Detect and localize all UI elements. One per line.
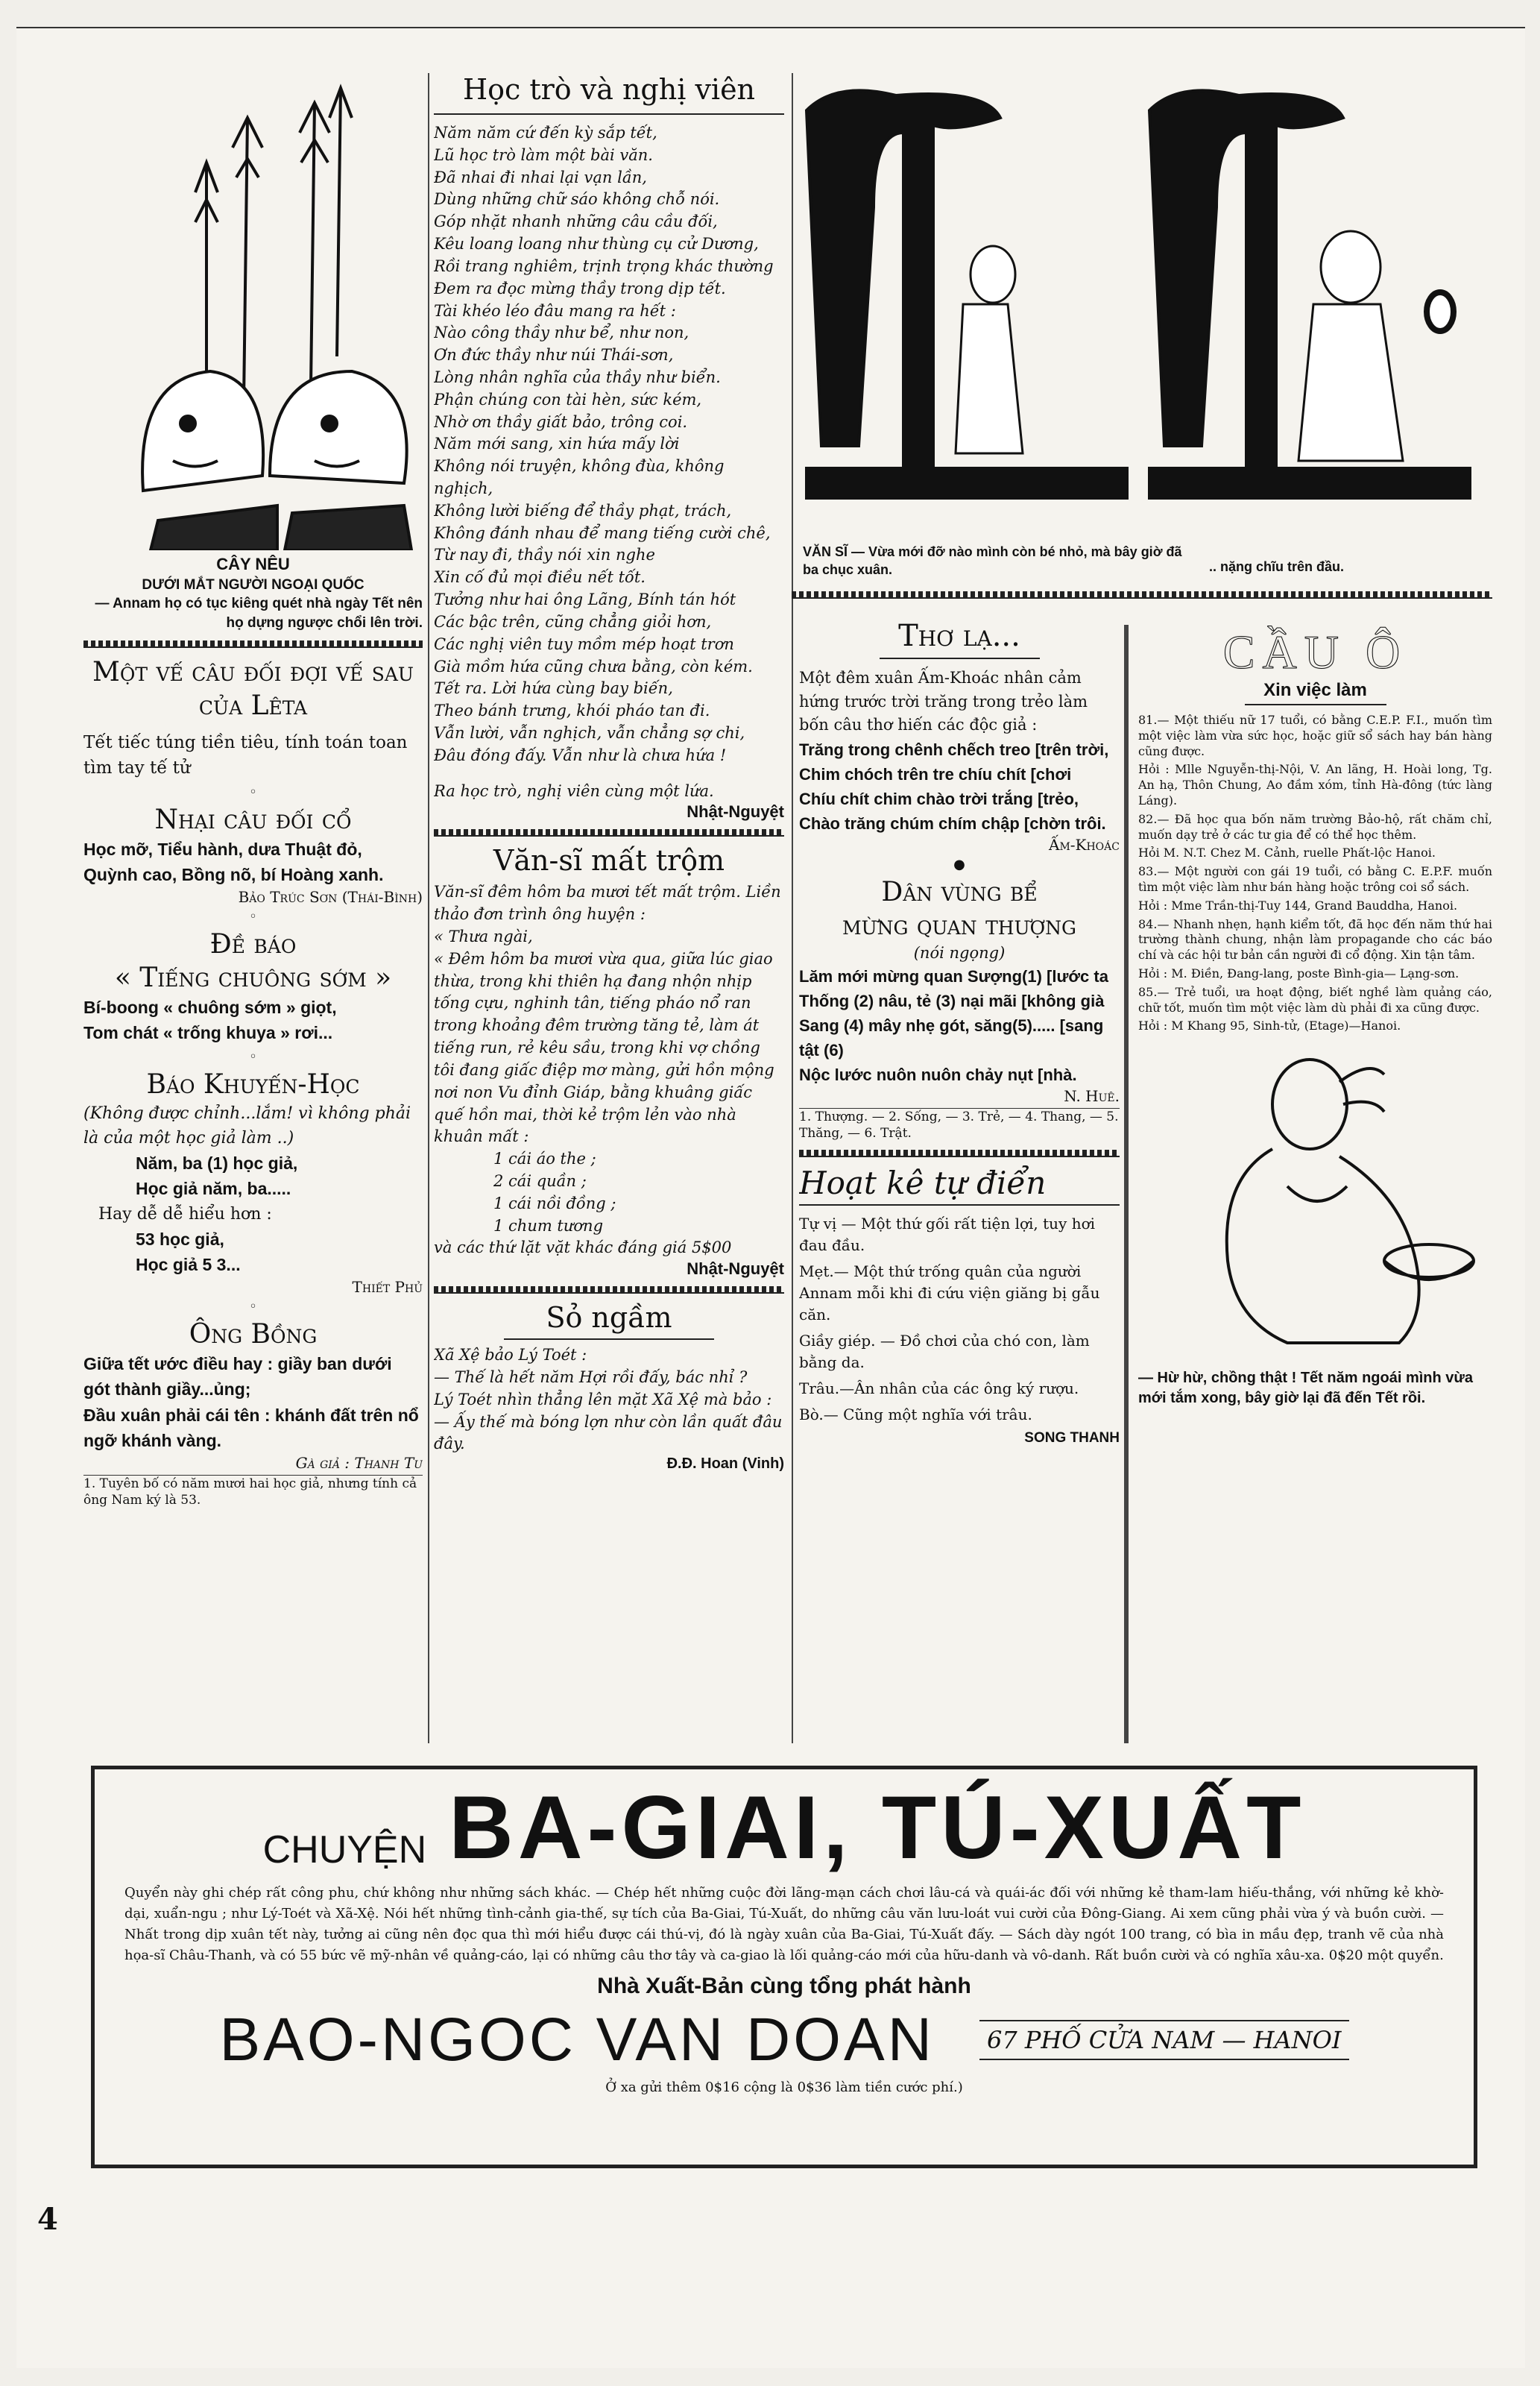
- p2-salute: « Thưa ngài,: [434, 928, 533, 945]
- s5-line-1: Giữa tết ước điều hay : giầy ban dưới gót thành giầy...ủng;: [83, 1353, 392, 1400]
- page-number: 4: [37, 2202, 58, 2237]
- poem-line: Lòng nhân nghĩa của thầy như biển.: [434, 368, 721, 386]
- c2-title-1: Dân vùng bể: [881, 876, 1038, 907]
- job-entry: Hỏi : M. Điền, Đang-lang, poste Bình-gia— Lạng-sơn.: [1138, 966, 1459, 980]
- p3-line-1: Xã Xệ bảo Lý Toét :: [434, 1346, 587, 1364]
- job-entry: 81.— Một thiếu nữ 17 tuổi, có bằng C.E.P. F.I., muốn tìm một việc làm vừa sức học, hoặc giữ sổ sách hay bán hàng cũng được.: [1138, 713, 1492, 758]
- job-entry: 82.— Đã học qua bốn năm trường Bảo-hộ, rất chăm chỉ, muốn dạy trẻ ở các tư gia để có thể học thêm.: [1138, 811, 1492, 842]
- divider: [799, 1150, 1120, 1157]
- poem-line: Tết ra. Lời hứa cùng bay biến,: [434, 679, 673, 698]
- p3-title: Sỏ ngầm: [546, 1301, 672, 1335]
- column-4: [1138, 625, 1492, 1751]
- s5-title: Ông Bồng: [189, 1318, 318, 1350]
- s4-line-2: Học giả năm, ba.....: [136, 1179, 291, 1199]
- c2-signature: N. Huê.: [1064, 1087, 1120, 1106]
- s4-title: Báo Khuyến-Học: [146, 1068, 360, 1100]
- ad-shipping-note: Ở xa gửi thêm 0$16 cộng là 0$36 làm tiền cước phí.): [605, 2079, 963, 2095]
- p1-end: Ra học trò, nghị viên cùng một lứa.: [434, 781, 714, 800]
- divider: [880, 658, 1040, 659]
- column-rule: [792, 73, 793, 1743]
- ad-address: 67 PHỐ CỬA NAM — HANOI: [979, 2020, 1349, 2060]
- poem-line: Nào công thầy như bể, như non,: [434, 324, 689, 342]
- s5-footnote: 1. Tuyên bố có năm mươi hai học giả, nhưng tính cả ông Nam ký là 53.: [83, 1475, 423, 1508]
- poem-line: Tưởng như hai ông Lãng, Bính tán hót: [434, 591, 736, 609]
- poem-line: Đâu đóng đấy. Vẫn như là chưa hứa !: [434, 746, 727, 764]
- s5-signature: Gà giả : Thanh Tư: [295, 1453, 423, 1472]
- p2-signature: Nhật-Nguyệt: [687, 1259, 784, 1279]
- p1-poem: [434, 122, 784, 767]
- c1-title: Thơ lạ...: [898, 619, 1020, 653]
- illus-caption-title: CÂY NÊU: [216, 555, 290, 573]
- s1-title: Một vế câu đối đợi vế sau của Lêta: [92, 656, 414, 721]
- divider: [799, 1204, 1120, 1206]
- ad-title-row: [124, 1778, 1444, 1877]
- poem-line: Ơn đức thầy như núi Thái-sơn,: [434, 346, 674, 365]
- job-entry: Hỏi : M Khang 95, Sinh-tử, (Etage)—Hanoi.: [1138, 1019, 1401, 1033]
- ornament: ◦: [249, 784, 257, 800]
- old-woman-illustration: [1138, 1037, 1492, 1365]
- stolen-item: 1 cái nồi đồng ;: [493, 1194, 616, 1212]
- ad-publisher-row: [124, 2005, 1444, 2075]
- s1-text: Tết tiếc túng tiền tiêu, tính toán toan tìm tay tế tử: [83, 732, 408, 778]
- c3-title: Hoạt kê tự điển: [799, 1164, 1047, 1201]
- ornament: ●: [953, 856, 965, 872]
- poem-line: Dùng những chữ sáo không chỗ nói.: [434, 190, 720, 209]
- poem-line: Năm mới sang, xin hứa mấy lời: [434, 435, 680, 453]
- p3-line-2: — Thế là hết năm Hợi rồi đấy, bác nhỉ ?: [434, 1368, 748, 1386]
- stolen-item: 1 cái áo the ;: [493, 1150, 596, 1168]
- poem-line: Năm năm cứ đến kỳ sắp tết,: [434, 124, 657, 142]
- divider: [83, 640, 423, 648]
- old-woman-caption: — Hừ hừ, chồng thật ! Tết năm ngoái mình vừa mới tắm xong, bây giờ lại đã đến Tết rồi.: [1138, 1370, 1474, 1407]
- ad-description: Quyển này ghi chép rất công phu, chứ không như những sách khác. — Chép hết những cuộc đời lãng-mạn cách chơi lâu-cá và quái-ác đối với những kẻ tham-lam hiếu-thắng, với những kẻ khờ-dại, xuẩn-ngu ; như Lý-Toét và Xã-Xệ. Nói hết những tình-cảnh gia-thế, sự tích của Ba-Giai, Tú-Xuất, do những câu văn lưu-loát vui cười của Đông-Giang. Ai xem cũng phải vừa ý và buồn cười. — Nhất trong dịp xuân tết này, tưởng ai cũng nên đọc qua thì mới hiểu được cái thú-vị, đó là ngày xuân của Ba-Giai, Tú-Xuất đấy. — Sách dày ngót 100 trang, có bìa in mầu đẹp, tranh vẽ của nhà họa-sĩ Châu-Thanh, và có 55 bức vẽ mỹ-nhân về quảng-cáo, lại có những câu thơ tây và ca-giao là lối quảng-cáo mới của hữu-danh và vô-danh. Rất buồn cười và có nghĩa xâu-xa. 0$20 một quyển.: [124, 1885, 1444, 1963]
- newspaper-page: [16, 27, 1525, 2368]
- ad-publisher-line: Nhà Xuất-Bản cùng tổng phát hành: [597, 1973, 971, 1998]
- s2-title: Nhại câu đối cổ: [154, 804, 352, 835]
- poem-line: Thống (2) nâu, tẻ (3) nại mãi [không già: [799, 992, 1105, 1011]
- ad-publisher-name: BAO-NGOC VAN DOAN: [219, 2005, 935, 2074]
- poem-line: Rồi trang nghiêm, trịnh trọng khác thường: [434, 256, 774, 275]
- divider: [504, 1338, 714, 1340]
- p3-signature: Đ.Đ. Hoan (Vinh): [666, 1455, 784, 1473]
- p3-line-4: — Ấy thế mà bóng lợn như còn lần quất đâu đây.: [434, 1412, 783, 1453]
- divider: [434, 829, 784, 837]
- job-entry: Hỏi : Mme Trần-thị-Tuy 144, Grand Bauddha, Hanoi.: [1138, 898, 1458, 913]
- dictionary-entry: Giầy giép. — Đồ chơi của chó con, làm bằng da.: [799, 1331, 1090, 1371]
- stolen-item: 2 cái quần ;: [493, 1171, 587, 1190]
- p2-intro: Văn-sĩ đêm hôm ba mươi tết mất trộm. Liền thảo đơn trình ông huyện :: [434, 883, 781, 924]
- c1-signature: Ấm-Khoác: [1049, 835, 1120, 854]
- illus-caption-sub: DƯỚI MẮT NGƯỜI NGOẠI QUỐC: [142, 576, 365, 593]
- s4-line-1: Năm, ba (1) học giả,: [136, 1153, 298, 1173]
- s2-line-1: Học mỡ, Tiểu hành, dưa Thuật đỏ,: [83, 839, 362, 859]
- ornament: ◦: [249, 1298, 257, 1315]
- cartoon-caption-right: .. nặng chĩu trên đầu.: [1209, 559, 1345, 574]
- poem-line: Sang (4) mây nhẹ gót, săng(5)..... [sang tật (6): [799, 1016, 1104, 1060]
- s4-line-4: 53 học giả,: [136, 1229, 224, 1249]
- divider: [792, 591, 1492, 599]
- poem-line: Các bậc trên, cũng chẳng giỏi hơn,: [434, 612, 712, 631]
- divider: [1245, 704, 1386, 705]
- poem-line: Chíu chít chim chào trời trắng [trẻo,: [799, 789, 1079, 808]
- job-entry: Hỏi M. N.T. Chez M. Cảnh, ruelle Phất-lộc Hanoi.: [1138, 846, 1436, 860]
- poem-line: Đem ra đọc mừng thầy trong dịp tết.: [434, 279, 726, 298]
- c1-poem: [799, 737, 1120, 836]
- divider: [434, 113, 784, 115]
- c2-title-2: mừng quan thượng: [842, 910, 1076, 941]
- ornament: ◦: [249, 908, 257, 925]
- column-rule: [428, 73, 429, 1743]
- s4-line-5: Học giả 5 3...: [136, 1255, 241, 1275]
- s5-line-2: Đầu xuân phải cái tên : khánh đất trên nổ ngỡ khánh vàng.: [83, 1405, 419, 1451]
- stolen-item: 1 chum tương: [493, 1216, 604, 1235]
- poem-line: Đã nhai đi nhai lại vạn lần,: [434, 168, 647, 186]
- poem-line: Không nói truyện, không đùa, không nghịch,: [434, 457, 725, 497]
- ba-giai-tu-xuat-advertisement: [91, 1766, 1477, 2168]
- poem-line: Góp nhặt nhanh những câu cầu đối,: [434, 213, 718, 231]
- s4-signature: Thiết Phủ: [352, 1277, 423, 1296]
- p2-title: Văn-sĩ mất trộm: [493, 844, 725, 878]
- column-3: [799, 617, 1120, 1751]
- p2-body: « Đêm hôm ba mươi vừa qua, giữa lúc giao thừa, trong khi thiên hạ đang nhộn nhịp tống cựu, nghinh tân, tiếng pháo nổ ran trong khoảng đêm trường tăng tẻ, làm át tiếng run, rẻ kêu sầu, trong khi vợ chồng tôi đang giấc điệp mơ màng, gửi hồn mộng nơi non Vu đỉnh Giáp, bằng khuâng giấc quế hồn mai, thời kẻ trộm lẻn vào nhà khuân mất :: [434, 949, 774, 1146]
- job-entry: 83.— Một người con gái 19 tuổi, có bằng C. E.P.F. muốn tìm một việc làm như bán hàng hoặc trông coi sổ sách.: [1138, 864, 1492, 894]
- p1-title: Học trò và nghị viên: [462, 73, 756, 106]
- poem-line: Nhờ ơn thầy giất bảo, trông coi.: [434, 412, 688, 431]
- p1-signature: Nhật-Nguyệt: [687, 802, 784, 822]
- column-1: [83, 73, 423, 1751]
- s3-line-1: Bí-boong « chuông sớm » giọt,: [83, 997, 337, 1017]
- divider: [434, 1286, 784, 1294]
- ornament: ◦: [249, 1048, 257, 1065]
- poem-line: Lũ học trò làm một bài văn.: [434, 145, 653, 164]
- poem-line: Không đánh nhau để mang tiếng cười chê,: [434, 523, 771, 542]
- dictionary-entry: Tự vị — Một thứ gối rất tiện lợi, tuy hơi đau đầu.: [799, 1214, 1096, 1254]
- s4-line-3: Hay dễ dễ hiểu hơn :: [98, 1204, 272, 1224]
- s3-title-2: « Tiếng chuông sớm »: [114, 962, 392, 993]
- p3-line-3: Lý Toét nhìn thẳng lên mặt Xã Xệ mà bảo :: [434, 1390, 772, 1408]
- s4-intro: (Không được chỉnh...lắm! vì không phải là của một học giả làm ..): [83, 1104, 411, 1148]
- ad-chuyen: CHUYỆN: [262, 1828, 427, 1872]
- c1-intro: Một đêm xuân Ấm-Khoác nhân cảm hứng trước trời trăng trong trẻo làm bốn câu thơ hiến các độc giả :: [799, 669, 1088, 734]
- dictionary-entry: Trâu.—Ân nhân của các ông ký rượu.: [799, 1379, 1079, 1397]
- s2-line-2: Quỳnh cao, Bồng nõ, bí Hoàng xanh.: [83, 865, 384, 885]
- poem-line: Lăm mới mừng quan Sượng(1) [lước ta: [799, 967, 1108, 986]
- cau-o-title: CẦU Ô: [1222, 626, 1408, 679]
- poem-line: Phận chúng con tài hèn, sức kém,: [434, 390, 702, 409]
- poem-line: Từ nay đi, thầy nói xin nghe: [434, 546, 655, 564]
- s3-line-2: Tom chát « trống khuya » rơi...: [83, 1023, 333, 1043]
- c2-footnotes: 1. Thượng. — 2. Sống, — 3. Trẻ, — 4. Thang, — 5. Thăng, — 6. Trật.: [799, 1109, 1119, 1142]
- s2-signature: Bảo Trúc Sơn (Thái-Bình): [238, 887, 423, 906]
- poem-line: Tài khéo léo đâu mang ra hết :: [434, 301, 676, 320]
- s3-title-1: Đề báo: [209, 928, 297, 960]
- poem-line: Vẫn lười, vẫn nghịch, vẫn chẳng sợ chi,: [434, 723, 745, 742]
- vansi-cartoon: [799, 81, 1485, 543]
- cay-neu-illustration: [83, 73, 423, 550]
- poem-line: Già mồm hứa cũng chưa bằng, còn kém.: [434, 657, 753, 676]
- poem-line: Theo bánh trưng, khói pháo tan đi.: [434, 702, 710, 720]
- cau-o-entries: [1138, 713, 1492, 1034]
- job-entry: Hỏi : Mlle Nguyễn-thị-Nội, V. An lãng, H. Hoài long, Tg. An hạ, Thôn Chung, Ao đầm xóm, tỉnh Hà-đông (tức làng Láng).: [1138, 762, 1492, 808]
- poem-line: Chào trăng chúm chím chập [chờn trôi.: [799, 813, 1106, 833]
- p2-end: và các thứ lặt vặt khác đáng giá 5$00: [434, 1238, 732, 1257]
- ad-book-title: BA-GIAI, TÚ-XUẤT: [449, 1778, 1306, 1877]
- poem-line: Không lười biếng để thầy phạt, trách,: [434, 501, 732, 520]
- c2-poem: [799, 964, 1120, 1087]
- job-entry: 85.— Trẻ tuổi, ưa hoạt động, biết nghề làm quảng cáo, chữ tốt, muốn tìm một việc làm dù phải đi xa cũng được.: [1138, 984, 1492, 1015]
- c3-entries: [799, 1213, 1120, 1426]
- dictionary-entry: Bò.— Cũng một nghĩa với trâu.: [799, 1405, 1032, 1423]
- c3-signature: SONG THANH: [1024, 1429, 1120, 1446]
- column-rule: [1124, 625, 1129, 1743]
- poem-line: Xin cố đủ mọi điều nết tốt.: [434, 568, 646, 587]
- poem-line: Kêu loang loang như thùng cụ cử Dương,: [434, 235, 759, 254]
- poem-line: Chim chóch trên tre chíu chít [chơi: [799, 764, 1072, 784]
- cartoon-caption-left: VĂN SĨ — Vừa mới đỡ nào mình còn bé nhỏ, mà bây giờ đã ba chục xuân.: [803, 544, 1182, 578]
- poem-line: Trăng trong chênh chếch treo [trên trời,: [799, 740, 1109, 759]
- cau-o-subtitle: Xin việc làm: [1263, 680, 1367, 700]
- poem-line: Các nghị viên tuy mồm mép hoạt trơn: [434, 635, 734, 653]
- column-2: [434, 73, 784, 1751]
- illus-caption-body: — Annam họ có tục kiêng quét nhà ngày Tết nên họ dựng ngược chổi lên trời.: [95, 596, 423, 631]
- poem-line: Nộc lước nuôn nuôn chảy nụt [nhà.: [799, 1065, 1077, 1085]
- p2-items: [434, 1148, 784, 1237]
- job-entry: 84.— Nhanh nhẹn, hạnh kiểm tốt, đã học đến năm thứ hai trường thành chung, nhận làm propagande cho các báo chí và các hội tư bản cần người đi cổ động. Xin tận tâm.: [1138, 916, 1492, 963]
- c2-subtitle: (nói ngọng): [913, 943, 1006, 962]
- dictionary-entry: Mẹt.— Một thứ trống quân của người Annam mỗi khi đi cứu viện giăng bị gẫu căn.: [799, 1262, 1100, 1323]
